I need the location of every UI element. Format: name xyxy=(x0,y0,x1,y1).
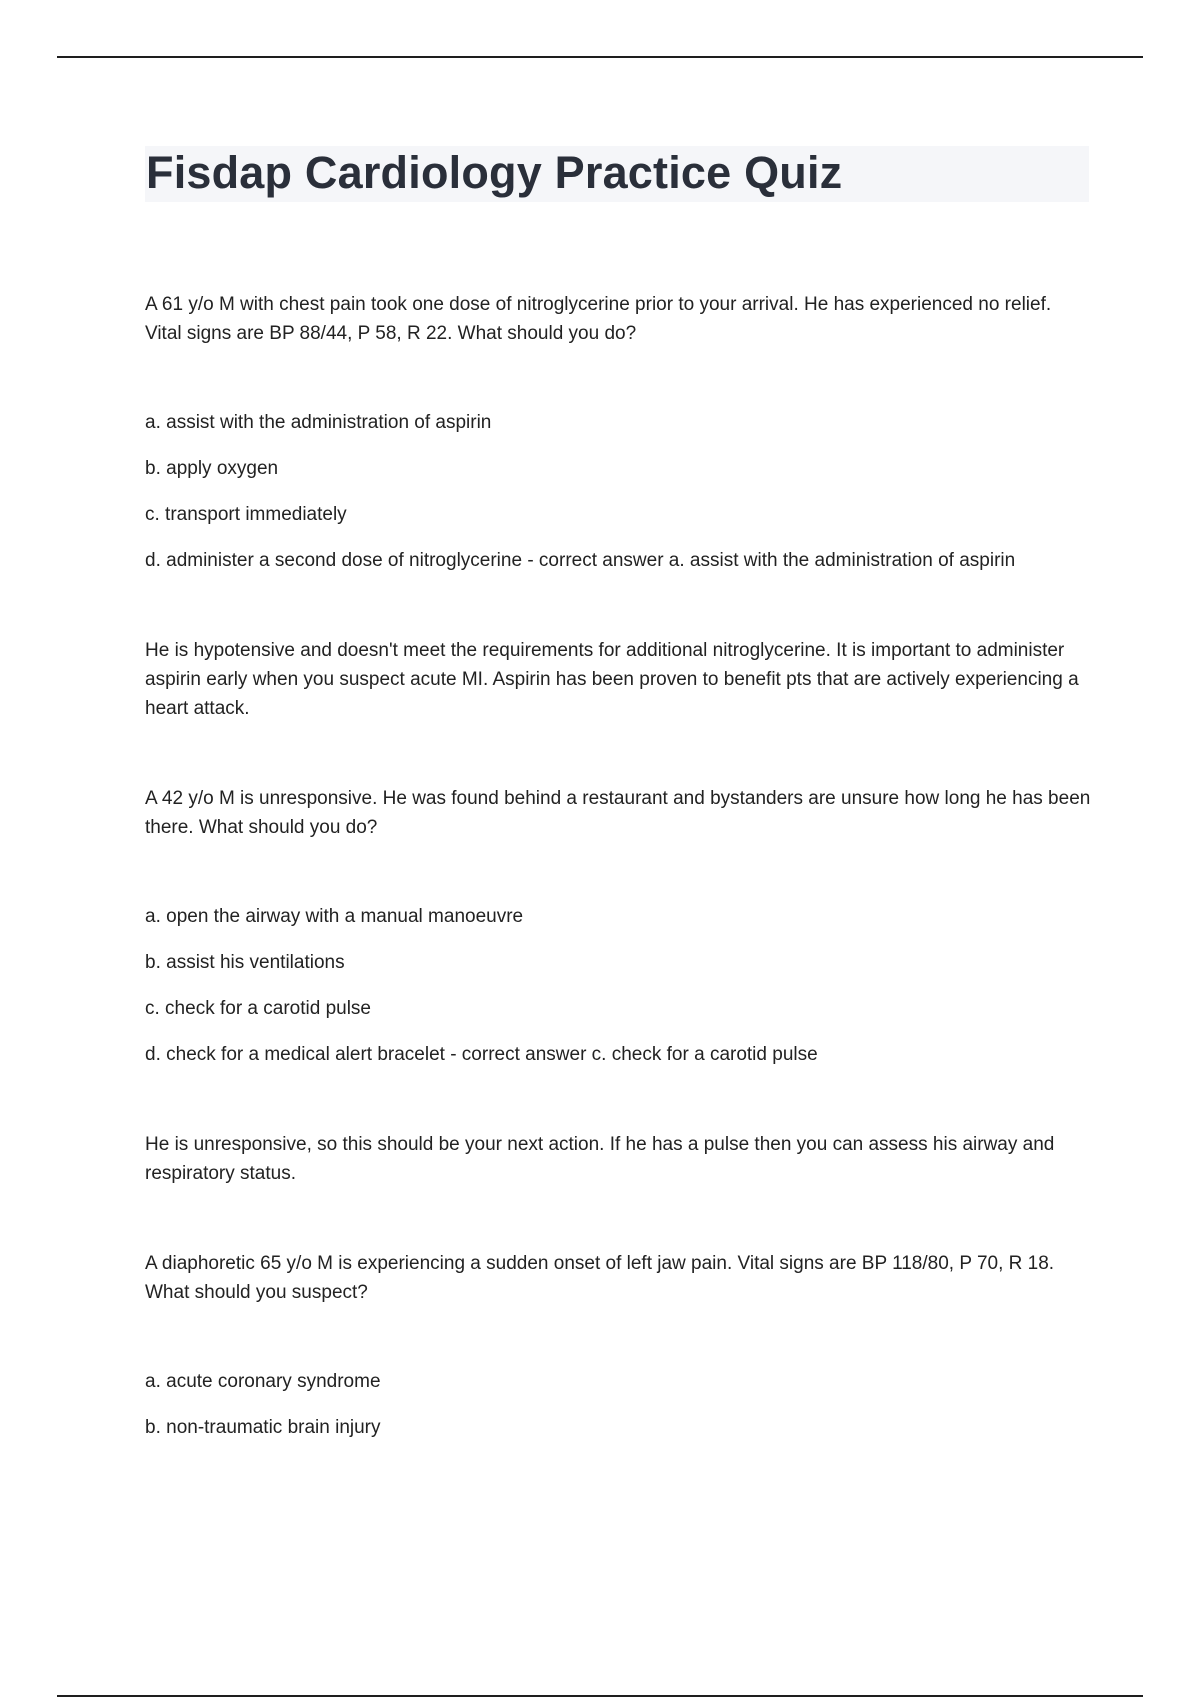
question-1-option-a: a. assist with the administration of aspirin xyxy=(145,412,492,433)
question-1-explanation: He is hypotensive and doesn't meet the requirements for additional nitroglycerine. It is important to administer aspirin early when you suspect acute MI. Aspirin has been proven to benefit pts that are actively experiencing a heart attack. xyxy=(145,640,1079,719)
question-2-option-a: a. open the airway with a manual manoeuvre xyxy=(145,906,524,927)
question-1-option-b: b. apply oxygen xyxy=(145,458,279,479)
question-3-option-a: a. acute coronary syndrome xyxy=(145,1371,381,1392)
bottom-rule xyxy=(57,1695,1143,1697)
question-2-option-d: d. check for a medical alert bracelet - correct answer c. check for a carotid pulse xyxy=(145,1044,818,1065)
question-2: A 42 y/o M is unresponsive. He was found behind a restaurant and bystanders are unsure how long he has been there. What should you do? xyxy=(145,788,1091,838)
quiz-content xyxy=(145,290,1091,1459)
question-2-explanation: He is unresponsive, so this should be your next action. If he has a pulse then you can assess his airway and respiratory status. xyxy=(145,1134,1055,1184)
document-title: Fisdap Cardiology Practice Quiz xyxy=(146,147,843,198)
question-2-option-c: c. check for a carotid pulse xyxy=(145,998,371,1019)
question-3-option-b: b. non-traumatic brain injury xyxy=(145,1417,381,1438)
question-1: A 61 y/o M with chest pain took one dose of nitroglycerine prior to your arrival. He has experienced no relief. Vital signs are BP 88/44, P 58, R 22. What should you do? xyxy=(145,294,1052,344)
question-2-option-b: b. assist his ventilations xyxy=(145,952,345,973)
question-1-option-c: c. transport immediately xyxy=(145,504,347,525)
question-1-option-d: d. administer a second dose of nitroglycerine - correct answer a. assist with the administration of aspirin xyxy=(145,550,1016,571)
question-3: A diaphoretic 65 y/o M is experiencing a sudden onset of left jaw pain. Vital signs are BP 118/80, P 70, R 18. What should you suspect? xyxy=(145,1253,1055,1303)
top-rule xyxy=(57,56,1143,58)
